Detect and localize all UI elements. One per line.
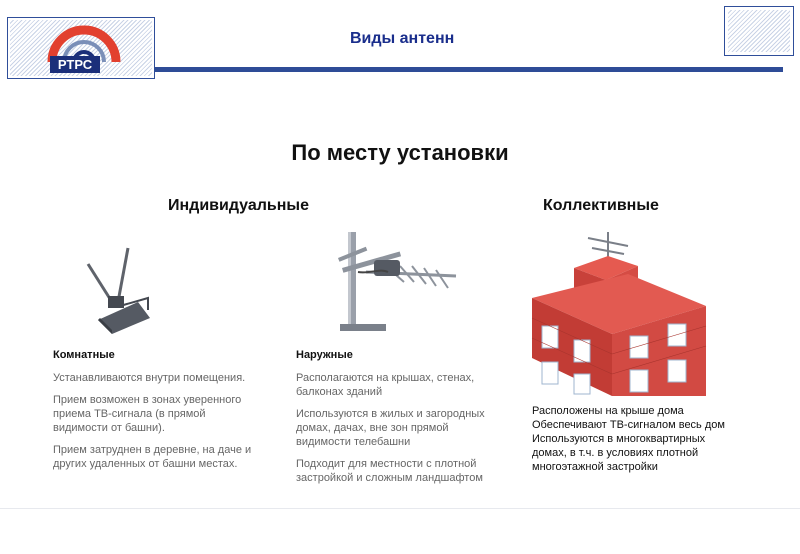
logo-text: РТРС bbox=[57, 57, 93, 72]
building-illustration bbox=[528, 228, 708, 396]
collective-line: Обеспечивают ТВ-сигналом весь дом bbox=[532, 419, 725, 431]
indoor-label: Комнатные bbox=[53, 349, 115, 361]
outdoor-label: Наружные bbox=[296, 349, 353, 361]
main-heading: По месту установки bbox=[291, 140, 509, 165]
collective-line: Используются в многоквартирных домах, в т.ч. в условиях плотной многоэтажной застройки bbox=[532, 433, 706, 473]
header-bar bbox=[155, 67, 783, 72]
corner-decoration-pattern bbox=[728, 10, 790, 52]
outdoor-paragraph: Располагаются на крышах, стенах, балконах зданий bbox=[296, 372, 475, 398]
rtrs-logo bbox=[34, 24, 134, 76]
outdoor-antenna-illustration bbox=[330, 228, 460, 338]
individual-heading: Индивидуальные bbox=[168, 197, 309, 214]
collective-heading: Коллективные bbox=[543, 197, 659, 214]
outdoor-paragraph: Подходит для местности с плотной застройкой и сложным ландшафтом bbox=[296, 458, 483, 484]
outdoor-section bbox=[296, 349, 516, 493]
indoor-section bbox=[53, 349, 273, 479]
outdoor-paragraph: Используются в жилых и загородных домах, дачах, вне зон прямой видимости телебашни bbox=[296, 408, 485, 448]
bottom-divider bbox=[0, 508, 800, 509]
indoor-paragraph: Прием затруднен в деревне, на даче и других удаленных от башни местах. bbox=[53, 444, 252, 470]
logo-box bbox=[7, 17, 155, 79]
indoor-paragraph: Устанавливаются внутри помещения. bbox=[53, 372, 246, 384]
collective-line: Расположены на крыше дома bbox=[532, 405, 684, 417]
indoor-antenna-illustration bbox=[80, 240, 160, 335]
collective-section bbox=[532, 404, 762, 474]
slide-title: Виды антенн bbox=[350, 30, 455, 47]
indoor-paragraph: Прием возможен в зонах уверенного приема ТВ-сигнала (в прямой видимости от башни). bbox=[53, 394, 242, 434]
